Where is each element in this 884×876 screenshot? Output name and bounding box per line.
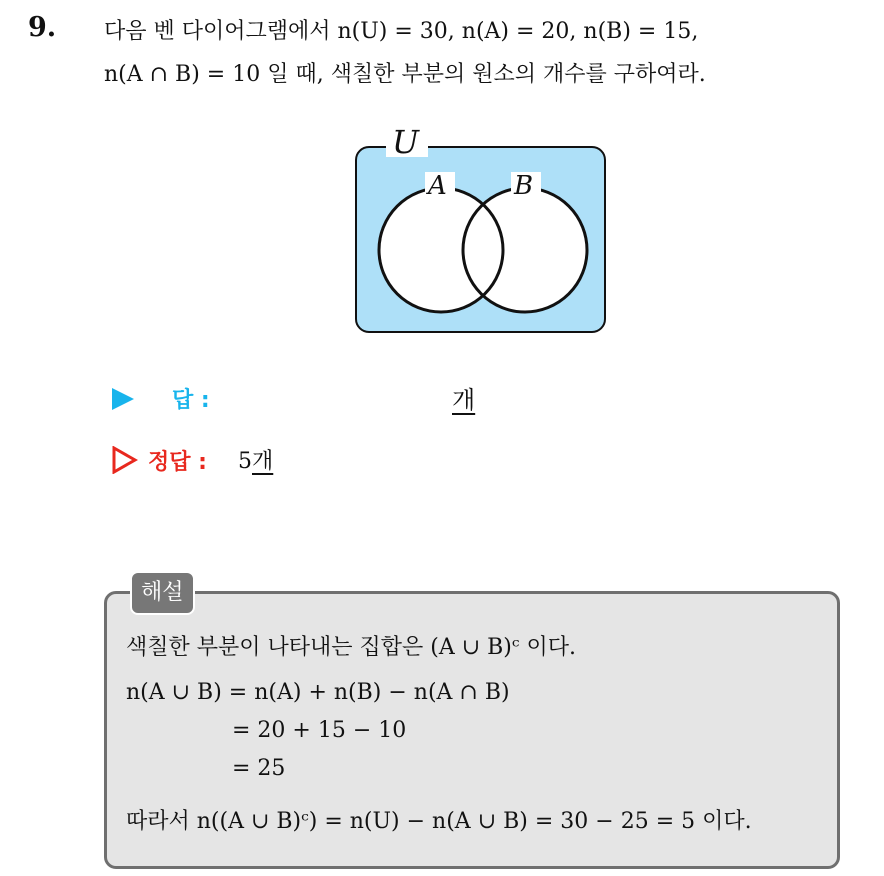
play-triangle-icon: [112, 388, 134, 410]
answer-label: 답 :: [172, 388, 210, 413]
set-a-label: A: [428, 171, 447, 201]
solution-line-3: = 20 + 15 − 10: [232, 718, 407, 743]
correct-answer-label: 정답 :: [148, 450, 207, 475]
question-number: 9.: [28, 12, 57, 43]
answer-row: [112, 380, 612, 416]
solution-line-4: = 25: [232, 756, 286, 781]
correct-answer-number: 5: [238, 449, 252, 474]
correct-answer-row: [112, 442, 512, 482]
solution-line-5: 따라서 n((A ∪ B)ᶜ) = n(U) − n(A ∪ B) = 30 − 25 = 5 이다.: [126, 809, 752, 834]
solution-line-2: n(A ∪ B) = n(A) + n(B) − n(A ∩ B): [126, 680, 510, 705]
answer-unit: 개: [452, 386, 476, 414]
solution-tag: 해설: [130, 571, 195, 615]
outline-triangle-icon: [112, 446, 138, 474]
question-text-line-1: 다음 벤 다이어그램에서 n(U) = 30, n(A) = 20, n(B) = 15,: [104, 19, 699, 44]
universe-label: U: [392, 123, 419, 161]
correct-answer-unit: 개: [252, 449, 274, 474]
solution-line-1: 색칠한 부분이 나타내는 집합은 (A ∪ B)ᶜ 이다.: [126, 635, 576, 660]
question-text-line-2: n(A ∩ B) = 10 일 때, 색칠한 부분의 원소의 개수를 구하여라.: [104, 62, 706, 87]
set-b-label: B: [514, 171, 534, 201]
correct-answer-value: [238, 444, 273, 475]
venn-diagram: [350, 120, 612, 342]
